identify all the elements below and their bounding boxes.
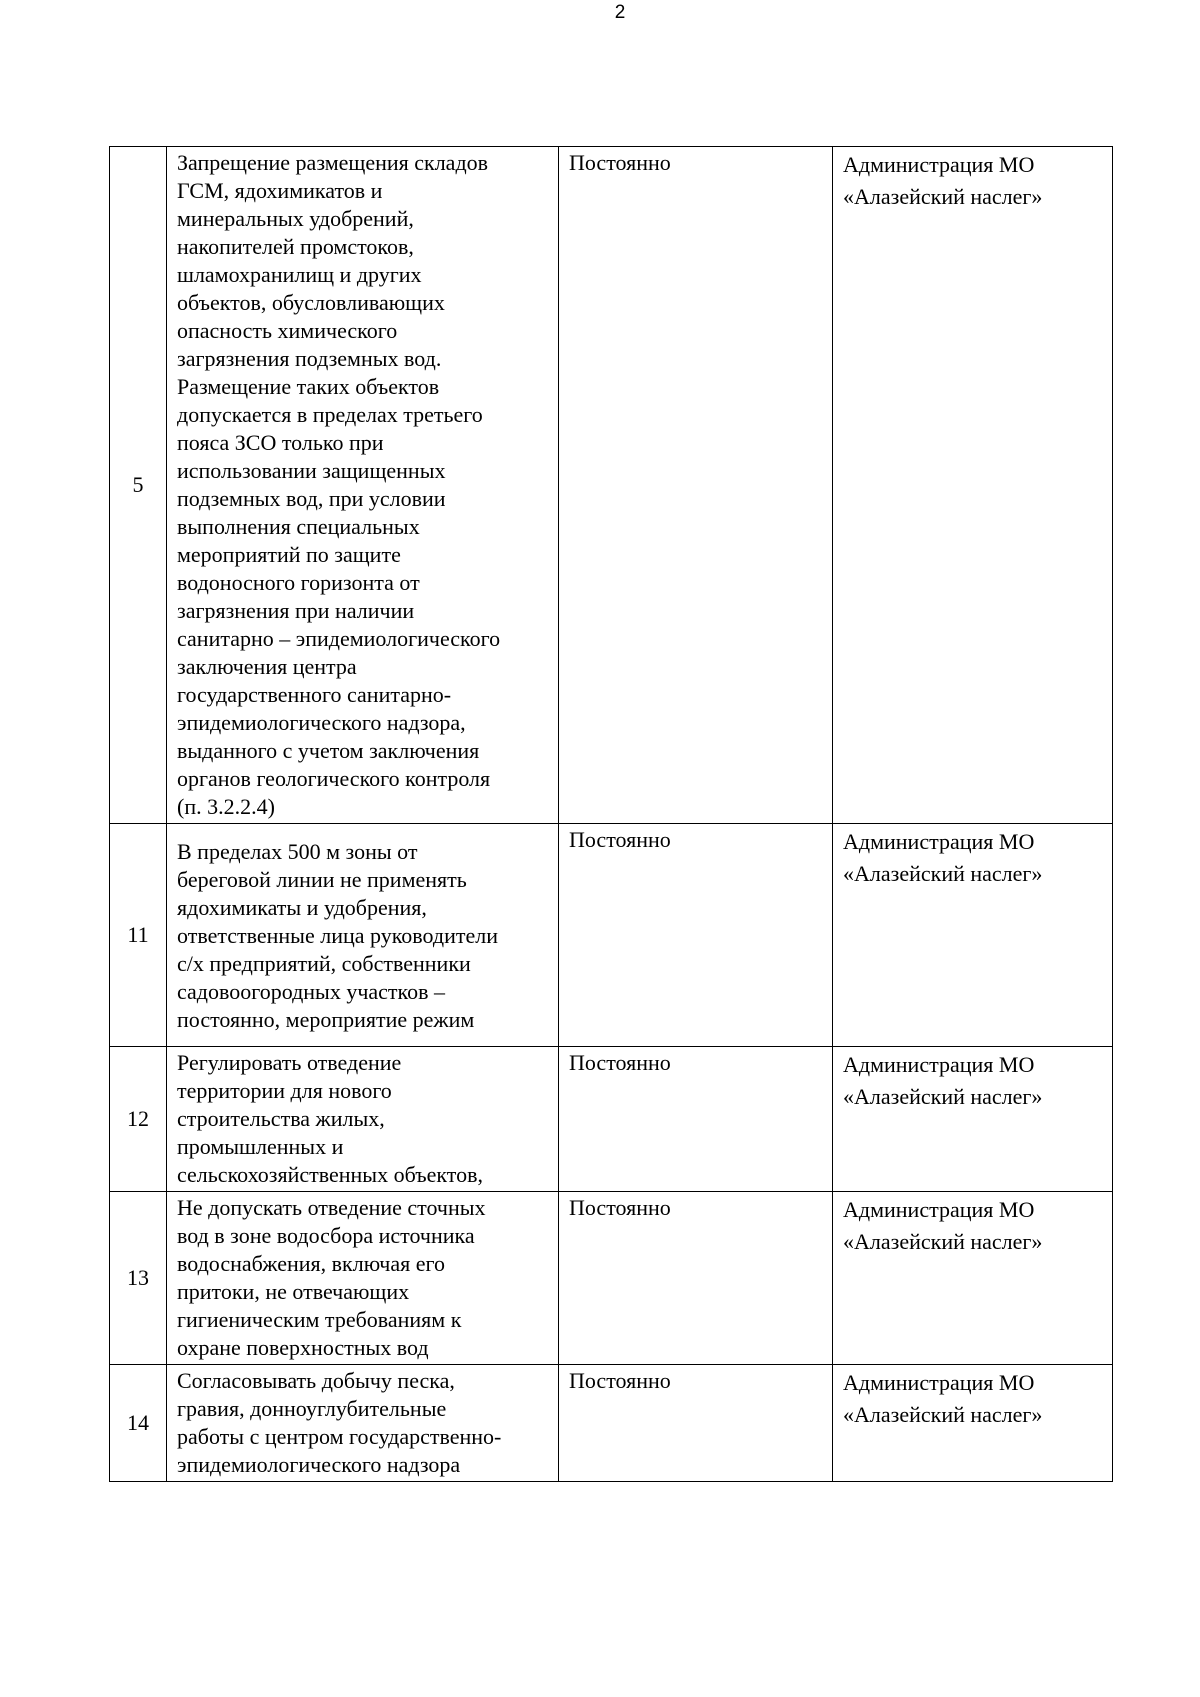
responsible-text-line: Администрация МО [843,1052,1035,1077]
measures-table [109,146,1113,1482]
responsible-text-line: «Алазейский наслег» [843,861,1043,886]
measure-text-line: объектов, обусловливающих [177,290,445,315]
measure-text-line: загрязнения подземных вод. [177,346,442,371]
measure-text-line: охране поверхностных вод [177,1335,429,1360]
term-cell: Постоянно [559,824,833,1047]
table-row [110,147,1113,824]
responsible-cell [833,1047,1113,1192]
measure-text-line: Не допускать отведение сточных [177,1195,486,1220]
table-row [110,1192,1113,1365]
term-cell: Постоянно [559,147,833,824]
term-cell: Постоянно [559,1365,833,1482]
measure-text-line: Согласовывать добычу песка, [177,1368,455,1393]
measure-cell [167,1192,559,1365]
measure-text-line: загрязнения при наличии [177,598,415,623]
measure-text-line: ядохимикаты и удобрения, [177,895,427,920]
measure-text-line: органов геологического контроля [177,766,491,791]
measure-text-line: строительства жилых, [177,1106,385,1131]
measure-text-line: государственного санитарно- [177,682,452,707]
responsible-cell [833,1192,1113,1365]
responsible-cell [833,824,1113,1047]
row-number-cell: 5 [110,147,167,824]
measure-text-line: промышленных и [177,1134,344,1159]
measure-cell [167,147,559,824]
responsible-text-line: Администрация МО [843,1370,1035,1395]
measure-text-line: использовании защищенных [177,458,446,483]
responsible-text-line: «Алазейский наслег» [843,1402,1043,1427]
measure-text-line: выполнения специальных [177,514,420,539]
measure-text-line: Размещение таких объектов [177,374,440,399]
table-body [110,147,1113,1482]
measure-text-line: гравия, донноуглубительные [177,1396,447,1421]
measure-text-line: мероприятий по защите [177,542,401,567]
measure-text-line: территории для нового [177,1078,392,1103]
responsible-text-line: «Алазейский наслег» [843,184,1043,209]
measure-text-line: садовоогородных участков – [177,979,445,1004]
measure-text-line: (п. 3.2.2.4) [177,794,275,819]
measure-text-line: Запрещение размещения складов [177,150,489,175]
row-number-cell: 13 [110,1192,167,1365]
measure-text-line: работы с центром государственно- [177,1424,502,1449]
measure-text-line: водоснабжения, включая его [177,1251,445,1276]
measure-text-line: опасность химического [177,318,398,343]
term-cell: Постоянно [559,1047,833,1192]
responsible-cell [833,147,1113,824]
measure-text-line: допускается в пределах третьего [177,402,483,427]
measure-text-line: ГСМ, ядохимикатов и [177,178,383,203]
measure-text-line: накопителей промстоков, [177,234,414,259]
measure-text-line: заключения центра [177,654,357,679]
measure-text-line: притоки, не отвечающих [177,1279,410,1304]
responsible-text-line: Администрация МО [843,1197,1035,1222]
measure-text-line: ответственные лица руководители [177,923,498,948]
measure-text-line: эпидемиологического надзора [177,1452,461,1477]
measure-cell [167,824,559,1047]
row-number-cell: 14 [110,1365,167,1482]
measure-text-line: береговой линии не применять [177,867,467,892]
row-number-cell: 11 [110,824,167,1047]
measure-text-line: с/х предприятий, собственники [177,951,471,976]
table-row [110,1365,1113,1482]
responsible-text-line: «Алазейский наслег» [843,1084,1043,1109]
measure-text-line: постоянно, мероприятие режим [177,1007,475,1032]
measure-text-line: шламохранилищ и других [177,262,422,287]
responsible-cell [833,1365,1113,1482]
measure-cell [167,1047,559,1192]
measure-text-line: гигиеническим требованиям к [177,1307,462,1332]
responsible-text-line: Администрация МО [843,829,1035,854]
row-number-cell: 12 [110,1047,167,1192]
measure-text-line: санитарно – эпидемиологического [177,626,501,651]
measure-text-line: В пределах 500 м зоны от [177,839,418,864]
measure-text-line: Регулировать отведение [177,1050,402,1075]
measure-text-line: сельскохозяйственных объектов, [177,1162,483,1187]
term-cell: Постоянно [559,1192,833,1365]
measure-text-line: пояса ЗСО только при [177,430,384,455]
table-row [110,1047,1113,1192]
responsible-text-line: Администрация МО [843,152,1035,177]
responsible-text-line: «Алазейский наслег» [843,1229,1043,1254]
measure-text-line: минеральных удобрений, [177,206,414,231]
measure-text-line: эпидемиологического надзора, [177,710,466,735]
page-number: 2 [614,2,626,23]
measure-text-line: вод в зоне водосбора источника [177,1223,475,1248]
table-row [110,824,1113,1047]
measure-text-line: подземных вод, при условии [177,486,446,511]
measure-text-line: водоносного горизонта от [177,570,420,595]
measure-cell [167,1365,559,1482]
measure-text-line: выданного с учетом заключения [177,738,480,763]
